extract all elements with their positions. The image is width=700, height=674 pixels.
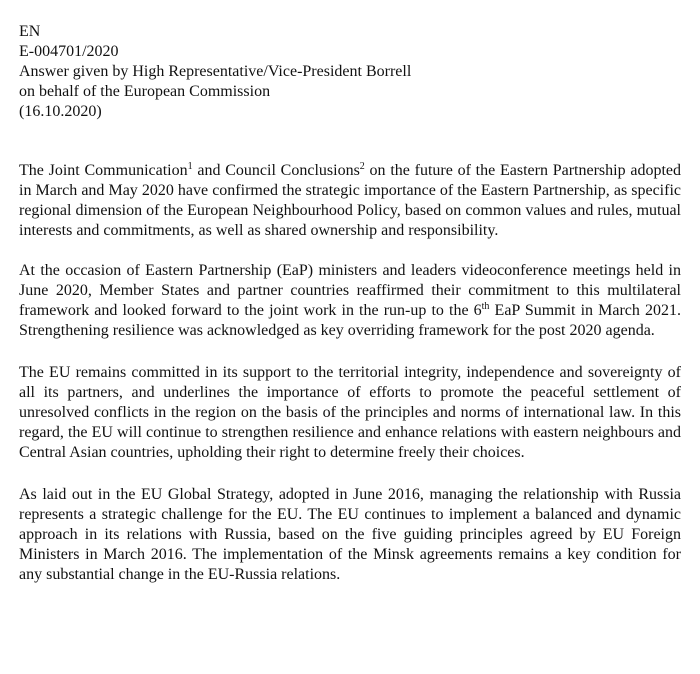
footnote-marker-1: 1 xyxy=(187,161,193,172)
behalf-line: on behalf of the European Commission xyxy=(19,83,271,100)
paragraph-text: EaP Summit in March 2021. Strengthening resilience was acknowledged as key overriding framework for the post 2020 agenda. xyxy=(19,302,682,339)
ordinal-suffix: th xyxy=(481,301,490,312)
paragraph-text: on the future of the Eastern Partnership adopted in March and May 2020 have confirmed the strategic importance of the Eastern Partnership, as specific regional dimension of the European Neighbourhood Policy, based on common values and rules, mutual interests and commitments, as well as shared ownership and responsibility. xyxy=(19,162,682,239)
question-reference: E-004701/2020 xyxy=(19,43,119,60)
paragraph-eastern-partnership xyxy=(19,161,681,241)
paragraph-russia-relations: As laid out in the EU Global Strategy, adopted in June 2016, managing the relationship with Russia represents a strategic challenge for the EU. The EU continues to implement a balanced and dynamic approach in its relations with Russia, based on the five guiding principles agreed by EU Foreign Ministers in March 2016. The implementation of the Minsk agreements remains a key condition for any substantial change in the EU-Russia relations. xyxy=(19,486,681,583)
answer-date: (16.10.2020) xyxy=(19,103,102,120)
paragraph-text: The Joint Communication xyxy=(19,162,188,179)
document-header xyxy=(19,22,681,122)
paragraph-eap-meetings xyxy=(19,261,681,341)
answer-document xyxy=(19,22,681,585)
language-code: EN xyxy=(19,23,41,40)
paragraph-text: and Council Conclusions xyxy=(192,162,360,179)
paragraph-text: At the occasion of Eastern Partnership (EaP) ministers and leaders videoconference meetings held in June 2020, Member States and partner countries reaffirmed their commitment to this multilateral framework and looked forward to the joint work in the run-up to the 6 xyxy=(19,262,681,319)
answer-attribution: Answer given by High Representative/Vice-President Borrell xyxy=(19,63,412,80)
footnote-marker-2: 2 xyxy=(359,161,365,172)
paragraph-territorial-integrity: The EU remains committed in its support to the territorial integrity, independence and sovereignty of all its partners, and underlines the importance of efforts to promote the peaceful settlement of unresolved conflicts in the region on the basis of the principles and norms of international law. In this regard, the EU will continue to strengthen resilience and enhance relations with eastern neighbours and Central Asian countries, upholding their right to determine freely their choices. xyxy=(19,364,681,461)
